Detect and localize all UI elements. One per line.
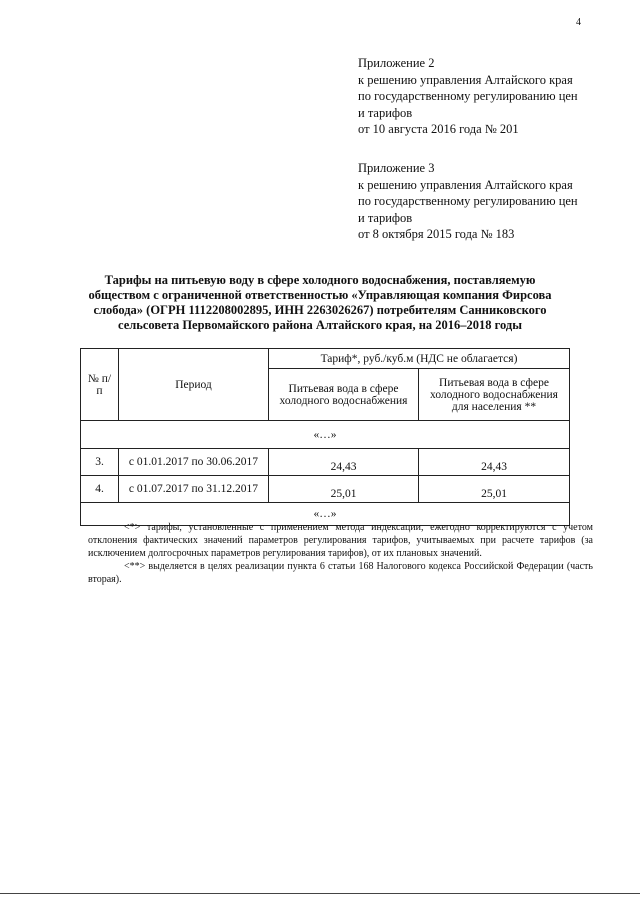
header-drinking-water: Питьевая вода в сфере холодного водоснабжения: [269, 369, 419, 421]
appendix-line: к решению управления Алтайского края: [358, 72, 573, 87]
appendix-line: от 8 октября 2015 года № 183: [358, 227, 515, 241]
table-row: [81, 476, 570, 503]
footnote-1: <*> тарифы, установленные с применением метода индексации, ежегодно корректируются с учетом отклонения фактических значений параметров регулирования тарифов, учитываемых при расчете тарифов (за исключением долгосрочных параметров регулирования тарифов), от их плановых значений.: [88, 522, 593, 559]
appendix-3-header: [358, 160, 608, 243]
tariff-table: [80, 348, 570, 526]
appendix-line: от 10 августа 2016 года № 201: [358, 122, 519, 136]
appendix-line: Приложение 3: [358, 161, 435, 175]
table-row: [81, 449, 570, 476]
row-tariff-b: 25,01: [419, 476, 570, 503]
row-num: 3.: [81, 449, 119, 476]
page-number: 4: [576, 17, 581, 28]
appendix-line: и тарифов: [358, 210, 413, 225]
row-period: с 01.07.2017 по 31.12.2017: [119, 476, 269, 503]
row-tariff-b: 24,43: [419, 449, 570, 476]
title-line: Тарифы на питьевую воду в сфере холодного водоснабжения, поставляемую: [104, 273, 536, 287]
footnotes: [88, 521, 593, 586]
row-tariff-a: 25,01: [269, 476, 419, 503]
header-period: Период: [119, 349, 269, 421]
document-title: [80, 273, 560, 333]
ellipsis-row: «…»: [81, 503, 570, 526]
title-line: обществом с ограниченной ответственностью «Управляющая компания Фирсова: [88, 288, 552, 302]
title-line: слобода» (ОГРН 1112208002895, ИНН 2263026267) потребителям Санниковского: [93, 303, 547, 317]
appendix-line: по государственному регулированию цен: [358, 194, 578, 208]
page-bottom-rule: [0, 893, 640, 894]
row-period: с 01.01.2017 по 30.06.2017: [119, 449, 269, 476]
ellipsis-row: «…»: [81, 421, 570, 449]
header-tariff-group: Тариф*, руб./куб.м (НДС не облагается): [269, 349, 570, 369]
header-drinking-water-population: Питьевая вода в сфере холодного водоснабжения для населения **: [419, 369, 570, 421]
appendix-line: Приложение 2: [358, 56, 435, 70]
appendix-line: к решению управления Алтайского края: [358, 177, 573, 192]
header-num: № п/п: [81, 349, 119, 421]
footnote-2: <**> выделяется в целях реализации пункта 6 статьи 168 Налогового кодекса Российской Федерации (часть вторая).: [88, 561, 593, 585]
title-line: сельсовета Первомайского района Алтайского края, на 2016–2018 годы: [118, 318, 522, 332]
appendix-line: по государственному регулированию цен: [358, 89, 578, 103]
row-tariff-a: 24,43: [269, 449, 419, 476]
appendix-2-header: [358, 55, 608, 138]
appendix-line: и тарифов: [358, 105, 413, 120]
row-num: 4.: [81, 476, 119, 503]
